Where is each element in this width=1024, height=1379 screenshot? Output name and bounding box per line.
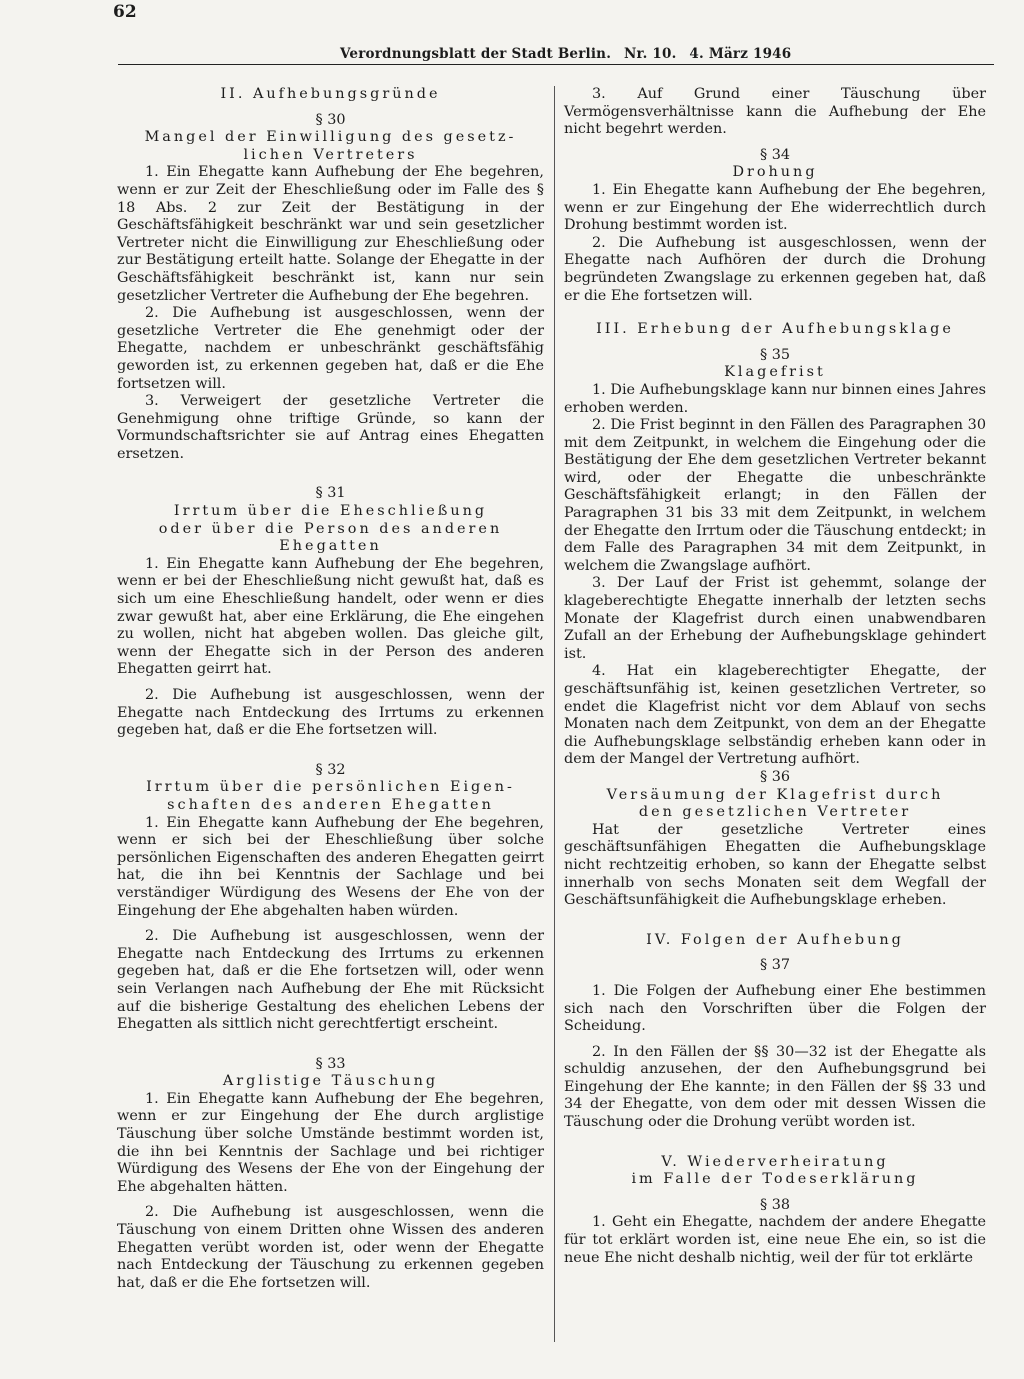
header-rule	[118, 64, 994, 65]
part-heading: III. Erhebung der Aufhebungsklage	[596, 321, 954, 338]
section-title: Versäumung der Klagefrist durch	[606, 786, 944, 803]
section-number: § 33	[315, 1055, 346, 1072]
section-title: den gesetzlichen Vertreter	[638, 804, 912, 821]
section-title: Drohung	[732, 164, 818, 181]
issue-date: 4. März 1946	[689, 46, 792, 62]
section-title: Arglistige Täuschung	[222, 1073, 439, 1090]
part-heading: II. Aufhebungsgründe	[220, 86, 441, 102]
paragraph: 3. Auf Grund einer Täuschung über Vermögensverhältnisse kann die Aufhebung der Ehe nicht begehrt werden.	[564, 86, 986, 138]
section-number: § 30	[315, 111, 346, 128]
page-number: 62	[113, 2, 137, 22]
section-title: Klagefrist	[724, 364, 826, 381]
section-number: § 38	[759, 1196, 791, 1213]
paragraph: 2. Die Aufhebung ist ausgeschlossen, wenn der gesetzliche Vertreter die Ehe genehmigt oder der Ehegatte, nachdem er unbeschränkt geschäftsfähig geworden ist, zu erkennen gegeben hat, daß er die Ehe fortsetzen will.	[117, 305, 544, 392]
right-column	[564, 86, 986, 1267]
paragraph: Hat der gesetzliche Vertreter eines geschäftsunfähigen Ehegatten die Aufhebungsklage nicht rechtzeitig erhoben, so kann der Ehegatte selbst innerhalb von sechs Monaten seit dem Wegfall der Geschäftsunfähigkeit die Aufhebungsklage erheben.	[564, 821, 986, 909]
running-head	[340, 46, 799, 62]
paragraph: 1. Die Aufhebungsklage kann nur binnen eines Jahres erhoben werden.	[564, 381, 986, 416]
part-heading: im Falle der Todeserklärung	[631, 1171, 919, 1188]
section-number: § 31	[315, 485, 346, 502]
paragraph: 1. Geht ein Ehegatte, nachdem der andere Ehegatte für tot erklärt worden ist, eine neue Ehe ein, so ist die neue Ehe nicht deshalb nichtig, weil der für tot erklärte	[564, 1214, 986, 1266]
column-divider	[554, 86, 555, 1342]
section-title: lichen Vertreters	[243, 146, 418, 163]
paragraph: 1. Die Folgen der Aufhebung einer Ehe bestimmen sich nach den Vorschriften über die Folgen der Scheidung.	[564, 982, 986, 1035]
section-title: Mangel der Einwilligung des gesetz-	[144, 129, 517, 146]
section-number: § 37	[759, 957, 791, 974]
paragraph: 2. Die Frist beginnt in den Fällen des Paragraphen 30 mit dem Zeitpunkt, in welchem die Eingehung oder die Bestätigung der Ehe dem gesetzlichen Vertreter bekannt wird, oder der Ehegatte die unbeschränkte Geschäftsfähigkeit erlangt; in den Fällen der Paragraphen 31 bis 33 mit dem Zeitpunkt, in welchem der Ehegatte den Irrtum oder die Täuschung entdeckt; in dem Falle des Paragraphen 34 mit dem Zeitpunkt, in welchem die Zwangslage aufhört.	[564, 417, 986, 574]
section-title: Ehegatten	[279, 538, 382, 555]
paragraph: 2. Die Aufhebung ist ausgeschlossen, wenn die Täuschung von einem Dritten ohne Wissen des anderen Ehegatten verübt worden ist, oder wenn der Ehegatte nach Entdeckung der Täuschung zu erkennen gegeben hat, daß er die Ehe fortsetzen will.	[117, 1204, 544, 1291]
section-title: schaften des anderen Ehegatten	[167, 796, 494, 813]
section-number: § 36	[759, 768, 791, 785]
section-title: Irrtum über die Eheschließung	[173, 503, 488, 520]
paragraph: 1. Ein Ehegatte kann Aufhebung der Ehe begehren, wenn er zur Eingehung der Ehe widerrechtlich durch Drohung bestimmt worden ist.	[564, 181, 986, 234]
paragraph: 1. Ein Ehegatte kann Aufhebung der Ehe begehren, wenn er bei der Eheschließung nicht gewußt hat, daß es sich um eine Eheschließung handelt, oder wenn er dies zwar gewußt hat, aber eine Erklärung, die Ehe eingehen zu wollen, nicht hat abgeben wollen. Das gleiche gilt, wenn der Ehegatte sich in der Person des anderen Ehegatten geirrt hat.	[117, 555, 544, 678]
paragraph: 3. Der Lauf der Frist ist gehemmt, solange der klageberechtigte Ehegatte innerhalb der letzten sechs Monate der Klagefrist durch einen unabwendbaren Zufall an der Erhebung der Aufhebungsklage gehindert ist.	[564, 575, 986, 662]
paragraph: 1. Ein Ehegatte kann Aufhebung der Ehe begehren, wenn er sich bei der Eheschließung über solche persönlichen Eigenschaften des anderen Ehegatten geirrt hat, die ihn bei Kenntnis der Sachlage und bei verständiger Würdigung des Wesens der Ehe von der Eingehung der Ehe abgehalten haben würden.	[117, 814, 544, 919]
part-heading: IV. Folgen der Aufhebung	[646, 931, 904, 948]
section-title: Irrtum über die persönlichen Eigen-	[146, 779, 515, 796]
section-number: § 35	[759, 346, 791, 363]
paragraph: 2. Die Aufhebung ist ausgeschlossen, wenn der Ehegatte nach Entdeckung des Irrtums zu erkennen gegeben hat, daß er die Ehe fortsetzen will.	[117, 687, 544, 739]
paragraph: 1. Ein Ehegatte kann Aufhebung der Ehe begehren, wenn er zur Eingehung der Ehe durch arglistige Täuschung über solche Umstände bestimmt worden ist, die ihn bei Kenntnis der Sachlage und bei richtiger Würdigung des Wesens der Ehe von der Eingehung der Ehe abgehalten hätten.	[117, 1090, 544, 1195]
paragraph: 2. Die Aufhebung ist ausgeschlossen, wenn der Ehegatte nach Aufhören der durch die Drohung begründeten Zwangslage zu erkennen gegeben hat, daß er die Ehe fortsetzen will.	[564, 234, 986, 304]
section-number: § 34	[759, 146, 791, 163]
part-heading: V. Wiederverheiratung	[661, 1153, 889, 1170]
issue-number: Nr. 10.	[624, 46, 677, 62]
paragraph: 4. Hat ein klageberechtigter Ehegatte, der geschäftsunfähig ist, keinen gesetzlichen Vertreter, so endet die Klagefrist nicht vor dem Ablauf von sechs Monaten nach dem Zeitpunkt, von dem an der Ehegatte die Aufhebungsklage selbständig erheben kann oder in dem der Mangel der Vertretung aufhört.	[564, 663, 986, 768]
publication-title: Verordnungsblatt der Stadt Berlin.	[340, 46, 612, 62]
paragraph: 3. Verweigert der gesetzliche Vertreter die Genehmigung ohne triftige Gründe, so kann der Vormundschaftsrichter sie auf Antrag eines Ehegatten ersetzen.	[117, 393, 544, 462]
paragraph: 2. Die Aufhebung ist ausgeschlossen, wenn der Ehegatte nach Entdeckung des Irrtums zu erkennen gegeben hat, daß er die Ehe fortsetzen will, oder wenn sein Verlangen nach Aufhebung der Ehe mit Rücksicht auf die bisherige Gestaltung des ehelichen Lebens der Ehegatten als sittlich nicht gerechtfertigt erscheint.	[117, 928, 544, 1033]
left-column	[117, 86, 544, 1292]
paragraph: 2. In den Fällen der §§ 30—32 ist der Ehegatte als schuldig anzusehen, der den Aufhebungsgrund bei Eingehung der Ehe kannte; in den Fällen der §§ 33 und 34 der Ehegatte, von dem oder mit dessen Wissen die Täuschung oder die Drohung verübt worden ist.	[564, 1043, 986, 1131]
paragraph: 1. Ein Ehegatte kann Aufhebung der Ehe begehren, wenn er zur Zeit der Eheschließung oder im Falle des § 18 Abs. 2 zur Zeit der Bestätigung in der Geschäftsfähigkeit beschränkt war und sein gesetzlicher Vertreter nicht die Einwilligung zur Eheschließung oder zur Bestätigung erteilt hatte. Solange der Ehegatte in der Geschäftsfähigkeit beschränkt ist, kann nur sein gesetzlicher Vertreter die Aufhebung der Ehe begehren.	[117, 164, 544, 304]
section-title: oder über die Person des anderen	[158, 520, 503, 537]
section-number: § 32	[315, 761, 346, 778]
